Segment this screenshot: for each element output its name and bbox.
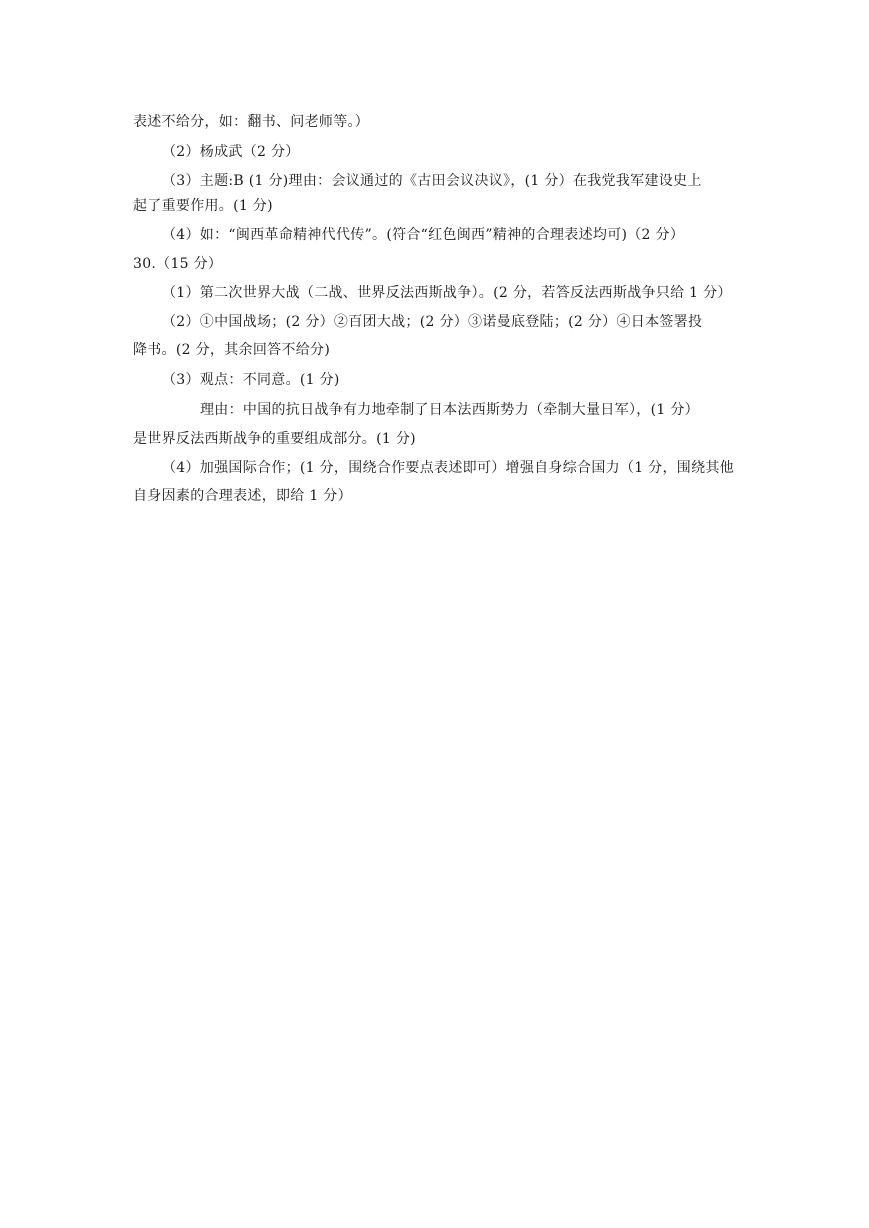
answer-line-q30-1: （1）第二次世界大战（二战、世界反法西斯战争）。(2 分，若答反法西斯战争只给 1 分） [162,285,732,301]
question-heading-30: 30.（15 分） [133,256,223,272]
answer-line-q29-3-cont: 起了重要作用。(1 分) [133,198,273,214]
answer-line-continuation: 表述不给分，如：翻书、问老师等。） [133,114,370,130]
answer-line-q30-2-cont: 降书。(2 分，其余回答不给分) [133,342,331,358]
answer-line-q30-4: （4）加强国际合作；(1 分，围绕合作要点表述即可）增强自身综合国力（1 分，围绕其他 [162,460,734,476]
answer-line-q29-4: （4）如：“闽西革命精神代代传”。(符合“红色闽西”精神的合理表述均可)（2 分） [162,227,685,243]
answer-line-q30-2: （2）①中国战场；(2 分）②百团大战；(2 分）③诺曼底登陆；(2 分）④日本签署投 [162,314,703,330]
answer-line-q30-3: （3）观点：不同意。(1 分) [162,372,340,388]
answer-line-q30-3-reason: 理由：中国的抗日战争有力地牵制了日本法西斯势力（牵制大量日军），(1 分） [200,402,699,418]
answer-line-q29-2: （2）杨成武（2 分） [162,144,300,160]
answer-line-q30-3-cont: 是世界反法西斯战争的重要组成部分。(1 分) [133,431,416,447]
answer-line-q30-4-cont: 自身因素的合理表述，即给 1 分） [133,488,352,504]
answer-line-q29-3: （3）主题:B (1 分)理由：会议通过的《古田会议决议》，(1 分）在我党我军建设史上 [162,173,702,189]
